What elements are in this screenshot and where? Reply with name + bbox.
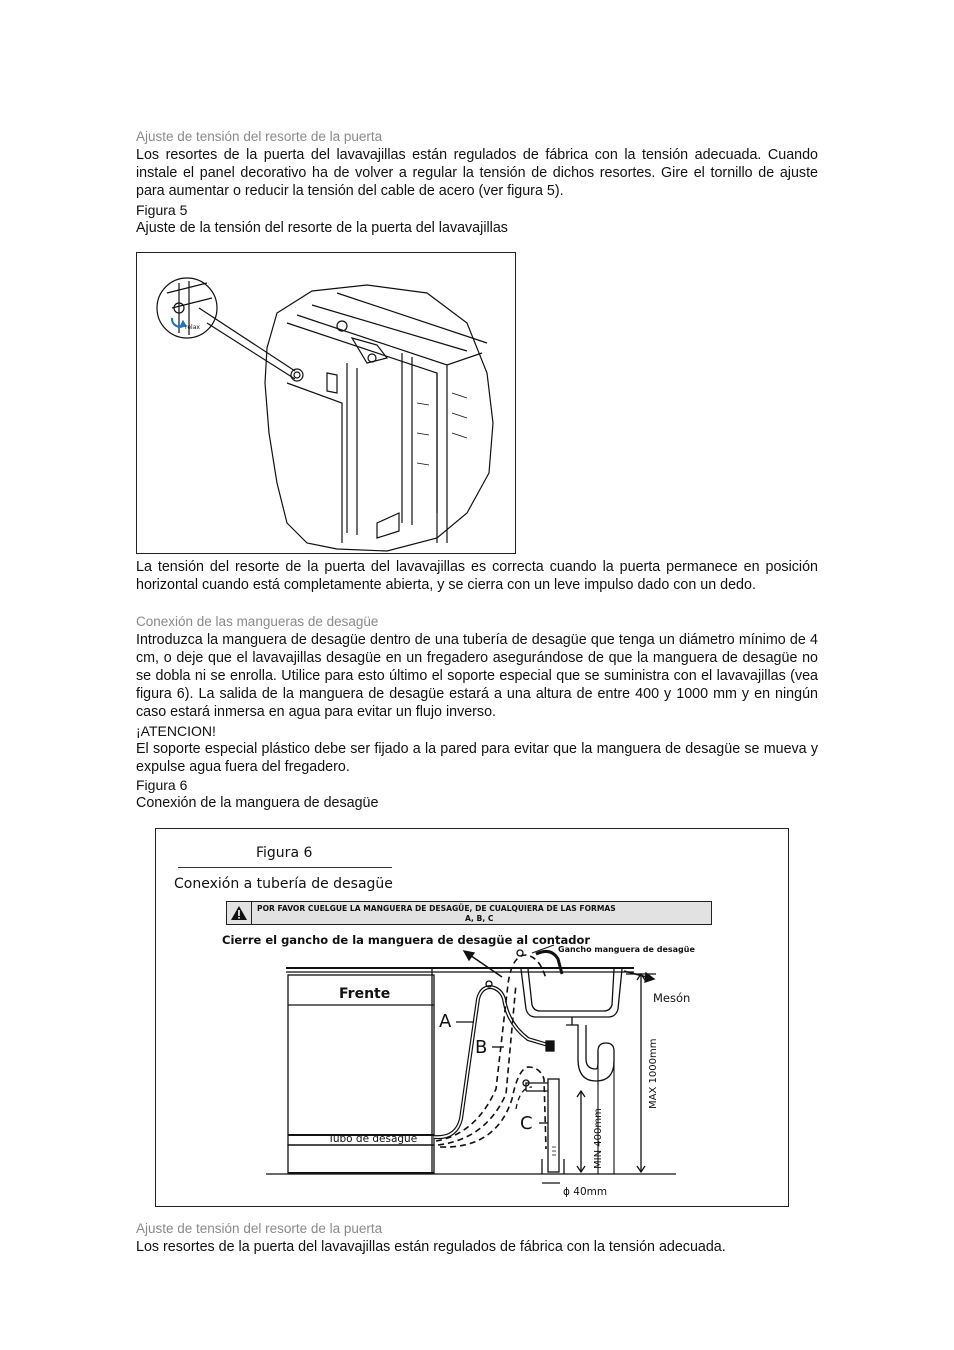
title-underline <box>178 867 392 868</box>
option-b-label: B <box>475 1037 488 1058</box>
warning-banner <box>226 901 712 925</box>
section-heading-drain-hoses: Conexión de las mangueras de desagüe <box>136 614 379 629</box>
min-height-label: MIN 400mm <box>593 1108 604 1169</box>
paragraph-spring-correct: La tensión del resorte de la puerta del lavavajillas es correcta cuando la puerta permanece en posición horizontal cuando está completamente abierta, y se cierra con un leve impulso dado con un dedo. <box>136 559 818 593</box>
warning-title: ¡ATENCION! <box>136 723 216 739</box>
figure-5-illustration <box>136 252 516 554</box>
figure-6-label: Figura 6 <box>136 777 188 793</box>
relax-label: relax <box>185 324 200 331</box>
figure-6-subtitle: Conexión a tubería de desagüe <box>174 876 393 892</box>
hook-instruction: Cierre el gancho de la manguera de desagüe al contador <box>222 933 591 947</box>
door-spring-drawing <box>137 253 516 554</box>
banner-line-2: A, B, C <box>465 914 494 923</box>
front-label: Frente <box>339 986 391 1002</box>
max-height-label: MAX 1000mm <box>648 1038 659 1109</box>
figure-6-caption: Conexión de la manguera de desagüe <box>136 795 379 811</box>
tube-label: Tubo de desagüe <box>328 1133 418 1145</box>
warning-text: El soporte especial plástico debe ser fijado a la pared para evitar que la manguera de desagüe se mueva y expulse agua fuera del fregadero. <box>136 741 818 775</box>
figure-6-title: Figura 6 <box>256 845 313 861</box>
paragraph-drain-hoses: Introduzca la manguera de desagüe dentro de una tubería de desagüe que tenga un diámetro mínimo de 4 cm, o deje que el lavavajillas desagüe en un fregadero asegurándose de que la manguera de desagüe no se dobla ni se enrolla. Utilice para esto último el soporte especial que se suministra con el lavavajillas (vea figura 6). La salida de la manguera de desagüe estará a una altura de entre 400 y 1000 mm y en ningún caso estará inmersa en agua para evitar un flujo inverso. <box>136 632 818 720</box>
option-a-label: A <box>439 1011 452 1032</box>
option-c-label: C <box>520 1113 533 1134</box>
counter-label: Mesón <box>653 991 691 1005</box>
section-heading-door-spring: Ajuste de tensión del resorte de la puerta <box>136 129 383 144</box>
figure-5-label: Figura 5 <box>136 202 188 218</box>
warning-triangle-icon <box>227 902 252 924</box>
diameter-label: ϕ 40mm <box>563 1186 608 1198</box>
figure-6-illustration <box>155 828 789 1207</box>
banner-line-1: POR FAVOR CUELGUE LA MANGUERA DE DESAGÜE, DE CUALQUIERA DE LAS FORMAS <box>257 904 616 913</box>
paragraph-door-spring: Los resortes de la puerta del lavavajillas están regulados de fábrica con la tensión adecuada. Cuando instale el panel decorativo ha de volver a regular la tensión de dichos resortes. Gire el tornillo de ajuste para aumentar o reducir la tensión del cable de acero (ver figura 5). <box>136 147 818 199</box>
figure-5-caption: Ajuste de la tensión del resorte de la puerta del lavavajillas <box>136 220 508 236</box>
paragraph-door-spring-repeat: Los resortes de la puerta del lavavajillas están regulados de fábrica con la tensión adecuada. <box>136 1239 726 1255</box>
section-heading-door-spring-repeat: Ajuste de tensión del resorte de la puerta <box>136 1221 383 1236</box>
hook-label: Gancho manguera de desagüe <box>558 945 695 954</box>
